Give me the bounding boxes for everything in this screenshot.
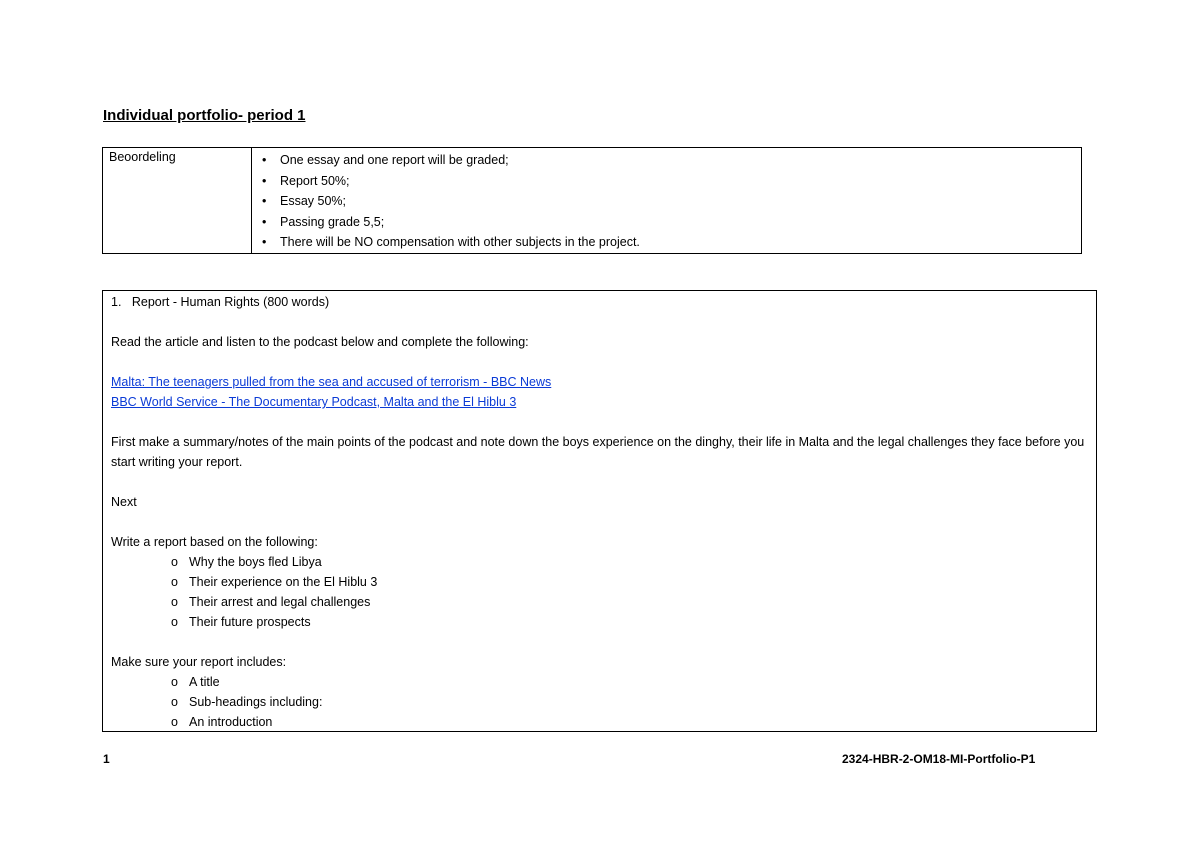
grading-item: • Essay 50%;	[252, 191, 1081, 212]
grading-item: • One essay and one report will be graded;	[252, 150, 1081, 171]
podcast-link[interactable]: BBC World Service - The Documentary Podcast, Malta and the El Hiblu 3	[111, 395, 517, 409]
article-link[interactable]: Malta: The teenagers pulled from the sea and accused of terrorism - BBC News	[111, 375, 552, 389]
summary-instructions: First make a summary/notes of the main points of the podcast and note down the boys experience on the dinghy, their life in Malta and the legal challenges they face before you start writing your report.	[111, 435, 1085, 469]
list-marker: o	[171, 675, 178, 689]
write-item-text: Their arrest and legal challenges	[189, 595, 371, 609]
include-item	[171, 672, 220, 692]
write-item	[171, 592, 370, 612]
write-item-text: Their experience on the El Hiblu 3	[189, 575, 378, 589]
list-marker: o	[171, 695, 178, 709]
document-title: Individual portfolio- period 1	[103, 107, 306, 124]
document-code: 2324-HBR-2-OM18-MI-Portfolio-P1	[842, 752, 1036, 766]
page-number: 1	[103, 752, 110, 766]
write-item	[171, 612, 311, 632]
grading-table	[102, 147, 1082, 254]
report-intro: Read the article and listen to the podcast below and complete the following:	[111, 335, 529, 349]
list-marker: o	[171, 595, 178, 609]
include-item-text: An introduction	[189, 715, 273, 729]
grading-item: • There will be NO compensation with other subjects in the project.	[252, 232, 1081, 253]
write-item-text: Why the boys fled Libya	[189, 555, 322, 569]
podcast-link-row	[111, 392, 516, 412]
grading-list-cell	[252, 148, 1082, 254]
report-heading-text: Report - Human Rights (800 words)	[131, 295, 330, 309]
report-heading	[111, 292, 329, 312]
grading-list	[252, 150, 1081, 253]
include-heading: Make sure your report includes:	[111, 655, 287, 669]
include-item	[171, 692, 322, 712]
next-label: Next	[111, 495, 137, 509]
write-heading: Write a report based on the following:	[111, 535, 318, 549]
grading-item: • Report 50%;	[252, 171, 1081, 192]
list-marker: o	[171, 555, 178, 569]
grading-item: • Passing grade 5,5;	[252, 212, 1081, 233]
include-item	[171, 712, 272, 732]
include-item-text: A title	[189, 675, 220, 689]
report-assignment-box	[102, 290, 1097, 732]
write-item	[171, 552, 322, 572]
list-marker: o	[171, 615, 178, 629]
list-marker: o	[171, 715, 178, 729]
write-item-text: Their future prospects	[189, 615, 311, 629]
list-marker: o	[171, 575, 178, 589]
grading-label: Beoordeling	[103, 148, 252, 254]
write-item	[171, 572, 377, 592]
report-heading-number: 1.	[111, 295, 122, 309]
article-link-row	[111, 372, 551, 392]
include-item-text: Sub-headings including:	[189, 695, 323, 709]
